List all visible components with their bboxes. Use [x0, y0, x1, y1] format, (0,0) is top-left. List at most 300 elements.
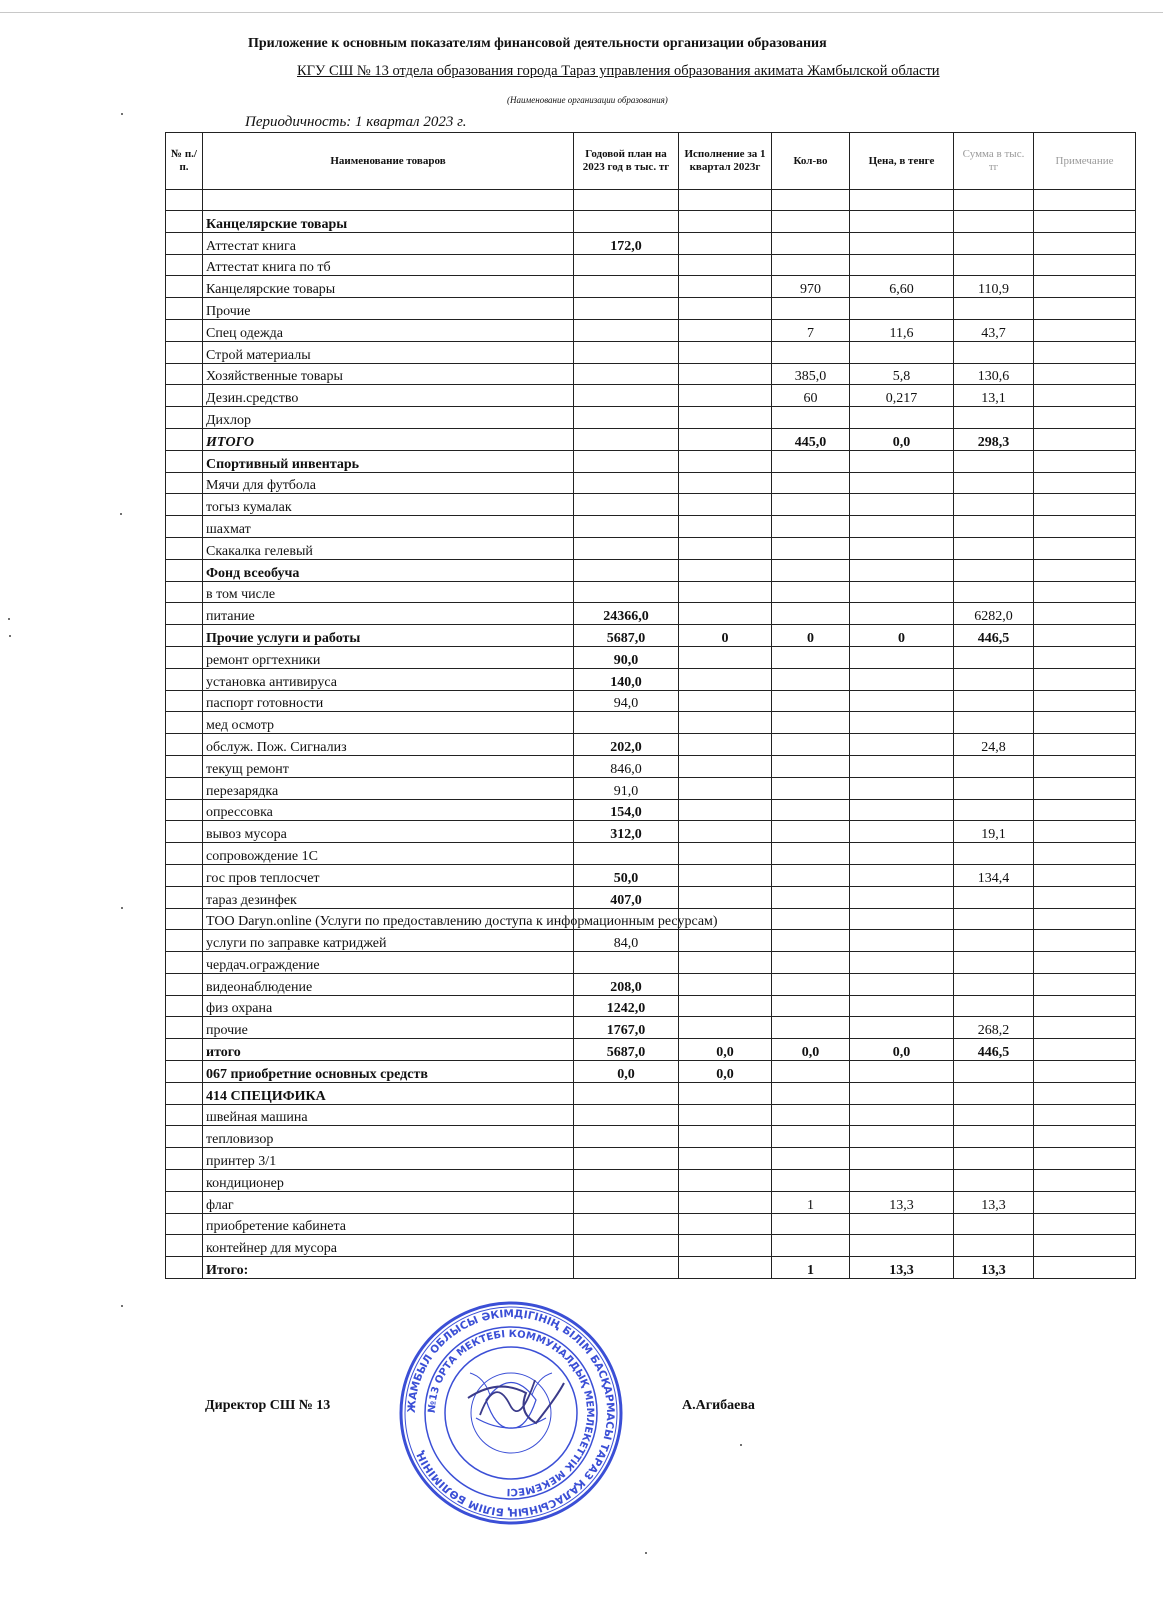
- cell-note: [1034, 799, 1136, 821]
- stamp-outer-text: ЖАМБЫЛ ОБЛЫСЫ ӘКІМДІГІНІҢ БІЛІМ БАСҚАРМАСЫ ТАРАЗ ҚАЛАСЫНЫҢ БІЛІМ БӨЛІМІНІҢ: [405, 1307, 617, 1519]
- table-row: [166, 276, 1136, 298]
- cell-qty: [772, 603, 850, 625]
- table-row: [166, 625, 1136, 647]
- item-name: Хозяйственные товары: [203, 363, 574, 385]
- cell-sum: [954, 254, 1034, 276]
- cell-sum: [954, 232, 1034, 254]
- cell-note: [1034, 407, 1136, 429]
- official-stamp: [398, 1300, 624, 1526]
- cell-plan: 154,0: [574, 799, 679, 821]
- periodicity: Периодичность: 1 квартал 2023 г.: [245, 114, 467, 130]
- cell-price: [850, 494, 954, 516]
- item-name: опрессовка: [203, 799, 574, 821]
- row-number-cell: [166, 450, 203, 472]
- col-header-price: Цена, в тенге: [850, 133, 954, 190]
- cell-note: [1034, 494, 1136, 516]
- cell-plan: [574, 319, 679, 341]
- cell-qty: [772, 777, 850, 799]
- cell-sum: [954, 908, 1034, 930]
- cell-plan: 407,0: [574, 886, 679, 908]
- row-number-cell: [166, 559, 203, 581]
- cell-note: [1034, 1170, 1136, 1192]
- item-name: 414 СПЕЦИФИКА: [203, 1082, 574, 1104]
- item-name: флаг: [203, 1191, 574, 1213]
- cell-plan: 94,0: [574, 690, 679, 712]
- cell-sum: 13,1: [954, 385, 1034, 407]
- item-name: текущ ремонт: [203, 755, 574, 777]
- row-number-cell: [166, 843, 203, 865]
- cell-price: [850, 908, 954, 930]
- table-spacer-row: [166, 190, 1136, 211]
- cell-price: [850, 690, 954, 712]
- cell-plan: 312,0: [574, 821, 679, 843]
- cell-plan: [574, 363, 679, 385]
- cell-exec: [679, 232, 772, 254]
- scan-top-edge: [0, 12, 1163, 13]
- cell-plan: 0,0: [574, 1061, 679, 1083]
- cell-qty: [772, 516, 850, 538]
- table-row: [166, 232, 1136, 254]
- cell-exec: [679, 690, 772, 712]
- table-row: [166, 516, 1136, 538]
- cell-plan: [574, 537, 679, 559]
- table-row: [166, 385, 1136, 407]
- cell-qty: [772, 472, 850, 494]
- row-number-cell: [166, 734, 203, 756]
- cell-price: [850, 1082, 954, 1104]
- cell-plan: 846,0: [574, 755, 679, 777]
- item-name: прочие: [203, 1017, 574, 1039]
- cell-plan: [574, 1170, 679, 1192]
- cell-exec: [679, 646, 772, 668]
- stamp-inner-text: №13 ОРТА МЕКТЕБІ КОММУНАЛДЫҚ МЕМЛЕКЕТТІК МЕКЕМЕСІ: [426, 1328, 596, 1498]
- cell-exec: [679, 450, 772, 472]
- cell-qty: 0: [772, 625, 850, 647]
- row-number-cell: [166, 908, 203, 930]
- cell-qty: 385,0: [772, 363, 850, 385]
- row-number-cell: [166, 537, 203, 559]
- cell-exec: [679, 1235, 772, 1257]
- cell-plan: [574, 341, 679, 363]
- cell-exec: 0,0: [679, 1039, 772, 1061]
- cell-qty: [772, 1017, 850, 1039]
- cell-sum: [954, 668, 1034, 690]
- item-name: ремонт оргтехники: [203, 646, 574, 668]
- cell-qty: [772, 211, 850, 233]
- cell-sum: [954, 1235, 1034, 1257]
- cell-qty: [772, 1104, 850, 1126]
- cell-note: [1034, 276, 1136, 298]
- cell-sum: [954, 646, 1034, 668]
- table-row: [166, 341, 1136, 363]
- cell-note: [1034, 886, 1136, 908]
- cell-exec: [679, 864, 772, 886]
- col-header-number: № п./п.: [166, 133, 203, 190]
- cell-qty: [772, 690, 850, 712]
- table-header-row: [166, 133, 1136, 190]
- row-number-cell: [166, 690, 203, 712]
- item-name: приобретение кабинета: [203, 1213, 574, 1235]
- cell-sum: 13,3: [954, 1257, 1034, 1279]
- table-row: [166, 298, 1136, 320]
- cell-note: [1034, 472, 1136, 494]
- cell-qty: [772, 1082, 850, 1104]
- row-number-cell: [166, 1148, 203, 1170]
- cell-exec: [679, 494, 772, 516]
- cell-plan: [574, 298, 679, 320]
- cell-exec: [679, 734, 772, 756]
- cell-note: [1034, 1039, 1136, 1061]
- table-row: [166, 1126, 1136, 1148]
- cell-plan: 5687,0: [574, 625, 679, 647]
- cell-qty: [772, 821, 850, 843]
- scan-dust: [740, 1444, 742, 1446]
- cell-exec: [679, 1082, 772, 1104]
- item-name: Строй материалы: [203, 341, 574, 363]
- cell-sum: [954, 298, 1034, 320]
- cell-price: [850, 799, 954, 821]
- cell-plan: [574, 1257, 679, 1279]
- table-row: [166, 254, 1136, 276]
- cell-note: [1034, 428, 1136, 450]
- cell-plan: 202,0: [574, 734, 679, 756]
- cell-price: [850, 843, 954, 865]
- cell-sum: [954, 472, 1034, 494]
- cell-plan: 50,0: [574, 864, 679, 886]
- cell-sum: 130,6: [954, 363, 1034, 385]
- item-name: Дихлор: [203, 407, 574, 429]
- item-name: Канцелярские товары: [203, 211, 574, 233]
- item-name: Прочие услуги и работы: [203, 625, 574, 647]
- organization-name: [297, 63, 940, 80]
- table-row: [166, 1039, 1136, 1061]
- signature-position: Директор СШ № 13: [205, 1398, 331, 1413]
- item-name: видеонаблюдение: [203, 973, 574, 995]
- row-number-cell: [166, 407, 203, 429]
- cell-price: [850, 777, 954, 799]
- cell-note: [1034, 973, 1136, 995]
- cell-sum: [954, 1148, 1034, 1170]
- table-row: [166, 973, 1136, 995]
- table-row: [166, 407, 1136, 429]
- row-number-cell: [166, 298, 203, 320]
- cell-price: 6,60: [850, 276, 954, 298]
- cell-qty: [772, 908, 850, 930]
- item-name: ИТОГО: [203, 428, 574, 450]
- cell-exec: [679, 385, 772, 407]
- cell-plan: 5687,0: [574, 1039, 679, 1061]
- organization-note: (Наименование организации образования): [507, 95, 668, 105]
- cell-exec: [679, 298, 772, 320]
- table-row: [166, 668, 1136, 690]
- cell-qty: [772, 1235, 850, 1257]
- row-number-cell: [166, 276, 203, 298]
- table-cell: [679, 190, 772, 211]
- row-number-cell: [166, 232, 203, 254]
- table-row: [166, 319, 1136, 341]
- cell-note: [1034, 864, 1136, 886]
- cell-price: [850, 864, 954, 886]
- item-name: кондиционер: [203, 1170, 574, 1192]
- cell-exec: 0: [679, 625, 772, 647]
- cell-sum: [954, 407, 1034, 429]
- table-row: [166, 690, 1136, 712]
- cell-plan: 208,0: [574, 973, 679, 995]
- table-body: [166, 190, 1136, 1279]
- organization-name-text: КГУ СШ № 13 отдела образования города Тараз управления образования акимата Жамбылской области: [297, 63, 940, 79]
- cell-note: [1034, 843, 1136, 865]
- cell-price: 13,3: [850, 1191, 954, 1213]
- cell-note: [1034, 211, 1136, 233]
- cell-sum: [954, 581, 1034, 603]
- cell-qty: [772, 712, 850, 734]
- table-row: [166, 1061, 1136, 1083]
- table-row: [166, 428, 1136, 450]
- cell-price: [850, 1061, 954, 1083]
- row-number-cell: [166, 603, 203, 625]
- cell-qty: 60: [772, 385, 850, 407]
- cell-note: [1034, 363, 1136, 385]
- cell-price: [850, 1017, 954, 1039]
- table-row: [166, 886, 1136, 908]
- item-name: Канцелярские товары: [203, 276, 574, 298]
- item-name: Фонд всеобуча: [203, 559, 574, 581]
- table-row: [166, 734, 1136, 756]
- cell-price: [850, 254, 954, 276]
- cell-exec: [679, 712, 772, 734]
- cell-exec: [679, 1148, 772, 1170]
- item-name: Аттестат книга: [203, 232, 574, 254]
- table-row: [166, 1191, 1136, 1213]
- cell-exec: [679, 777, 772, 799]
- cell-plan: [574, 494, 679, 516]
- row-number-cell: [166, 1170, 203, 1192]
- cell-price: [850, 886, 954, 908]
- cell-qty: [772, 1148, 850, 1170]
- cell-note: [1034, 516, 1136, 538]
- table-row: [166, 1170, 1136, 1192]
- table-row: [166, 755, 1136, 777]
- table-row: [166, 581, 1136, 603]
- cell-price: [850, 1148, 954, 1170]
- cell-plan: 24366,0: [574, 603, 679, 625]
- cell-price: [850, 472, 954, 494]
- cell-price: [850, 930, 954, 952]
- item-name: перезарядка: [203, 777, 574, 799]
- cell-price: [850, 450, 954, 472]
- item-name: обслуж. Пож. Сигнализ: [203, 734, 574, 756]
- cell-price: [850, 232, 954, 254]
- table-row: [166, 211, 1136, 233]
- cell-exec: [679, 1017, 772, 1039]
- cell-plan: 90,0: [574, 646, 679, 668]
- cell-exec: [679, 973, 772, 995]
- cell-note: [1034, 537, 1136, 559]
- cell-sum: [954, 886, 1034, 908]
- table-cell: [850, 190, 954, 211]
- cell-note: [1034, 1235, 1136, 1257]
- cell-price: [850, 995, 954, 1017]
- cell-qty: 0,0: [772, 1039, 850, 1061]
- cell-note: [1034, 1257, 1136, 1279]
- cell-qty: [772, 755, 850, 777]
- cell-exec: [679, 407, 772, 429]
- cell-plan: [574, 1191, 679, 1213]
- col-header-note: Примечание: [1034, 133, 1136, 190]
- item-name: тепловизор: [203, 1126, 574, 1148]
- scan-dust: [121, 907, 123, 909]
- cell-plan: 84,0: [574, 930, 679, 952]
- row-number-cell: [166, 1082, 203, 1104]
- document-title: Приложение к основным показателям финансовой деятельности организации образования: [248, 36, 827, 51]
- cell-qty: [772, 952, 850, 974]
- col-header-name: Наименование товаров: [203, 133, 574, 190]
- row-number-cell: [166, 341, 203, 363]
- item-name: контейнер для мусора: [203, 1235, 574, 1257]
- cell-exec: [679, 428, 772, 450]
- row-number-cell: [166, 1126, 203, 1148]
- cell-sum: 43,7: [954, 319, 1034, 341]
- cell-exec: [679, 341, 772, 363]
- cell-sum: [954, 1213, 1034, 1235]
- cell-plan: 91,0: [574, 777, 679, 799]
- cell-price: [850, 821, 954, 843]
- scan-dust: [8, 618, 10, 620]
- row-number-cell: [166, 494, 203, 516]
- cell-qty: [772, 559, 850, 581]
- cell-sum: [954, 341, 1034, 363]
- cell-exec: [679, 537, 772, 559]
- cell-note: [1034, 559, 1136, 581]
- cell-qty: [772, 1170, 850, 1192]
- row-number-cell: [166, 668, 203, 690]
- row-number-cell: [166, 646, 203, 668]
- cell-sum: 446,5: [954, 1039, 1034, 1061]
- cell-qty: [772, 886, 850, 908]
- cell-note: [1034, 1104, 1136, 1126]
- cell-note: [1034, 908, 1136, 930]
- cell-sum: [954, 799, 1034, 821]
- cell-exec: 0,0: [679, 1061, 772, 1083]
- item-name: Спец одежда: [203, 319, 574, 341]
- cell-qty: [772, 930, 850, 952]
- row-number-cell: [166, 777, 203, 799]
- cell-note: [1034, 625, 1136, 647]
- cell-sum: [954, 1061, 1034, 1083]
- item-name: Аттестат книга по тб: [203, 254, 574, 276]
- cell-price: 0: [850, 625, 954, 647]
- cell-note: [1034, 712, 1136, 734]
- row-number-cell: [166, 581, 203, 603]
- cell-price: [850, 734, 954, 756]
- cell-price: [850, 973, 954, 995]
- cell-price: [850, 581, 954, 603]
- cell-price: 13,3: [850, 1257, 954, 1279]
- cell-plan: 172,0: [574, 232, 679, 254]
- cell-sum: 110,9: [954, 276, 1034, 298]
- cell-exec: [679, 930, 772, 952]
- cell-exec: [679, 211, 772, 233]
- cell-exec: [679, 472, 772, 494]
- row-number-cell: [166, 363, 203, 385]
- cell-note: [1034, 341, 1136, 363]
- table-row: [166, 1148, 1136, 1170]
- item-name: Дезин.средство: [203, 385, 574, 407]
- table-row: [166, 1104, 1136, 1126]
- scan-dust: [9, 635, 11, 637]
- cell-exec: [679, 1257, 772, 1279]
- cell-sum: [954, 1126, 1034, 1148]
- row-number-cell: [166, 319, 203, 341]
- cell-price: [850, 516, 954, 538]
- row-number-cell: [166, 1257, 203, 1279]
- table-row: [166, 1257, 1136, 1279]
- item-name: паспорт готовности: [203, 690, 574, 712]
- col-header-execution: Исполнение за 1 квартал 2023г: [679, 133, 772, 190]
- cell-note: [1034, 232, 1136, 254]
- item-name: чердач.ограждение: [203, 952, 574, 974]
- cell-qty: 445,0: [772, 428, 850, 450]
- cell-exec: [679, 1126, 772, 1148]
- cell-exec: [679, 603, 772, 625]
- cell-exec: [679, 363, 772, 385]
- row-number-cell: [166, 952, 203, 974]
- cell-plan: [574, 712, 679, 734]
- cell-note: [1034, 1191, 1136, 1213]
- cell-plan: [574, 276, 679, 298]
- item-name: мед осмотр: [203, 712, 574, 734]
- cell-qty: 1: [772, 1191, 850, 1213]
- cell-sum: [954, 973, 1034, 995]
- table-row: [166, 472, 1136, 494]
- cell-plan: [574, 428, 679, 450]
- cell-price: [850, 298, 954, 320]
- cell-sum: [954, 1104, 1034, 1126]
- table-row: [166, 995, 1136, 1017]
- cell-qty: [772, 843, 850, 865]
- item-name: Итого:: [203, 1257, 574, 1279]
- cell-qty: 1: [772, 1257, 850, 1279]
- row-number-cell: [166, 1104, 203, 1126]
- cell-sum: [954, 559, 1034, 581]
- cell-exec: [679, 516, 772, 538]
- cell-sum: 298,3: [954, 428, 1034, 450]
- cell-price: 0,0: [850, 428, 954, 450]
- cell-price: [850, 668, 954, 690]
- row-number-cell: [166, 428, 203, 450]
- cell-plan: [574, 1213, 679, 1235]
- cell-sum: 6282,0: [954, 603, 1034, 625]
- table-row: [166, 821, 1136, 843]
- item-name: шахмат: [203, 516, 574, 538]
- cell-plan: [574, 407, 679, 429]
- table-row: [166, 777, 1136, 799]
- row-number-cell: [166, 821, 203, 843]
- cell-exec: [679, 581, 772, 603]
- row-number-cell: [166, 1061, 203, 1083]
- cell-plan: [574, 1235, 679, 1257]
- row-number-cell: [166, 1039, 203, 1061]
- row-number-cell: [166, 211, 203, 233]
- cell-plan: [574, 559, 679, 581]
- table-row: [166, 952, 1136, 974]
- row-number-cell: [166, 1235, 203, 1257]
- cell-price: 0,0: [850, 1039, 954, 1061]
- cell-plan: [574, 1082, 679, 1104]
- table-row: [166, 1082, 1136, 1104]
- cell-qty: [772, 537, 850, 559]
- item-name: услуги по заправке катриджей: [203, 930, 574, 952]
